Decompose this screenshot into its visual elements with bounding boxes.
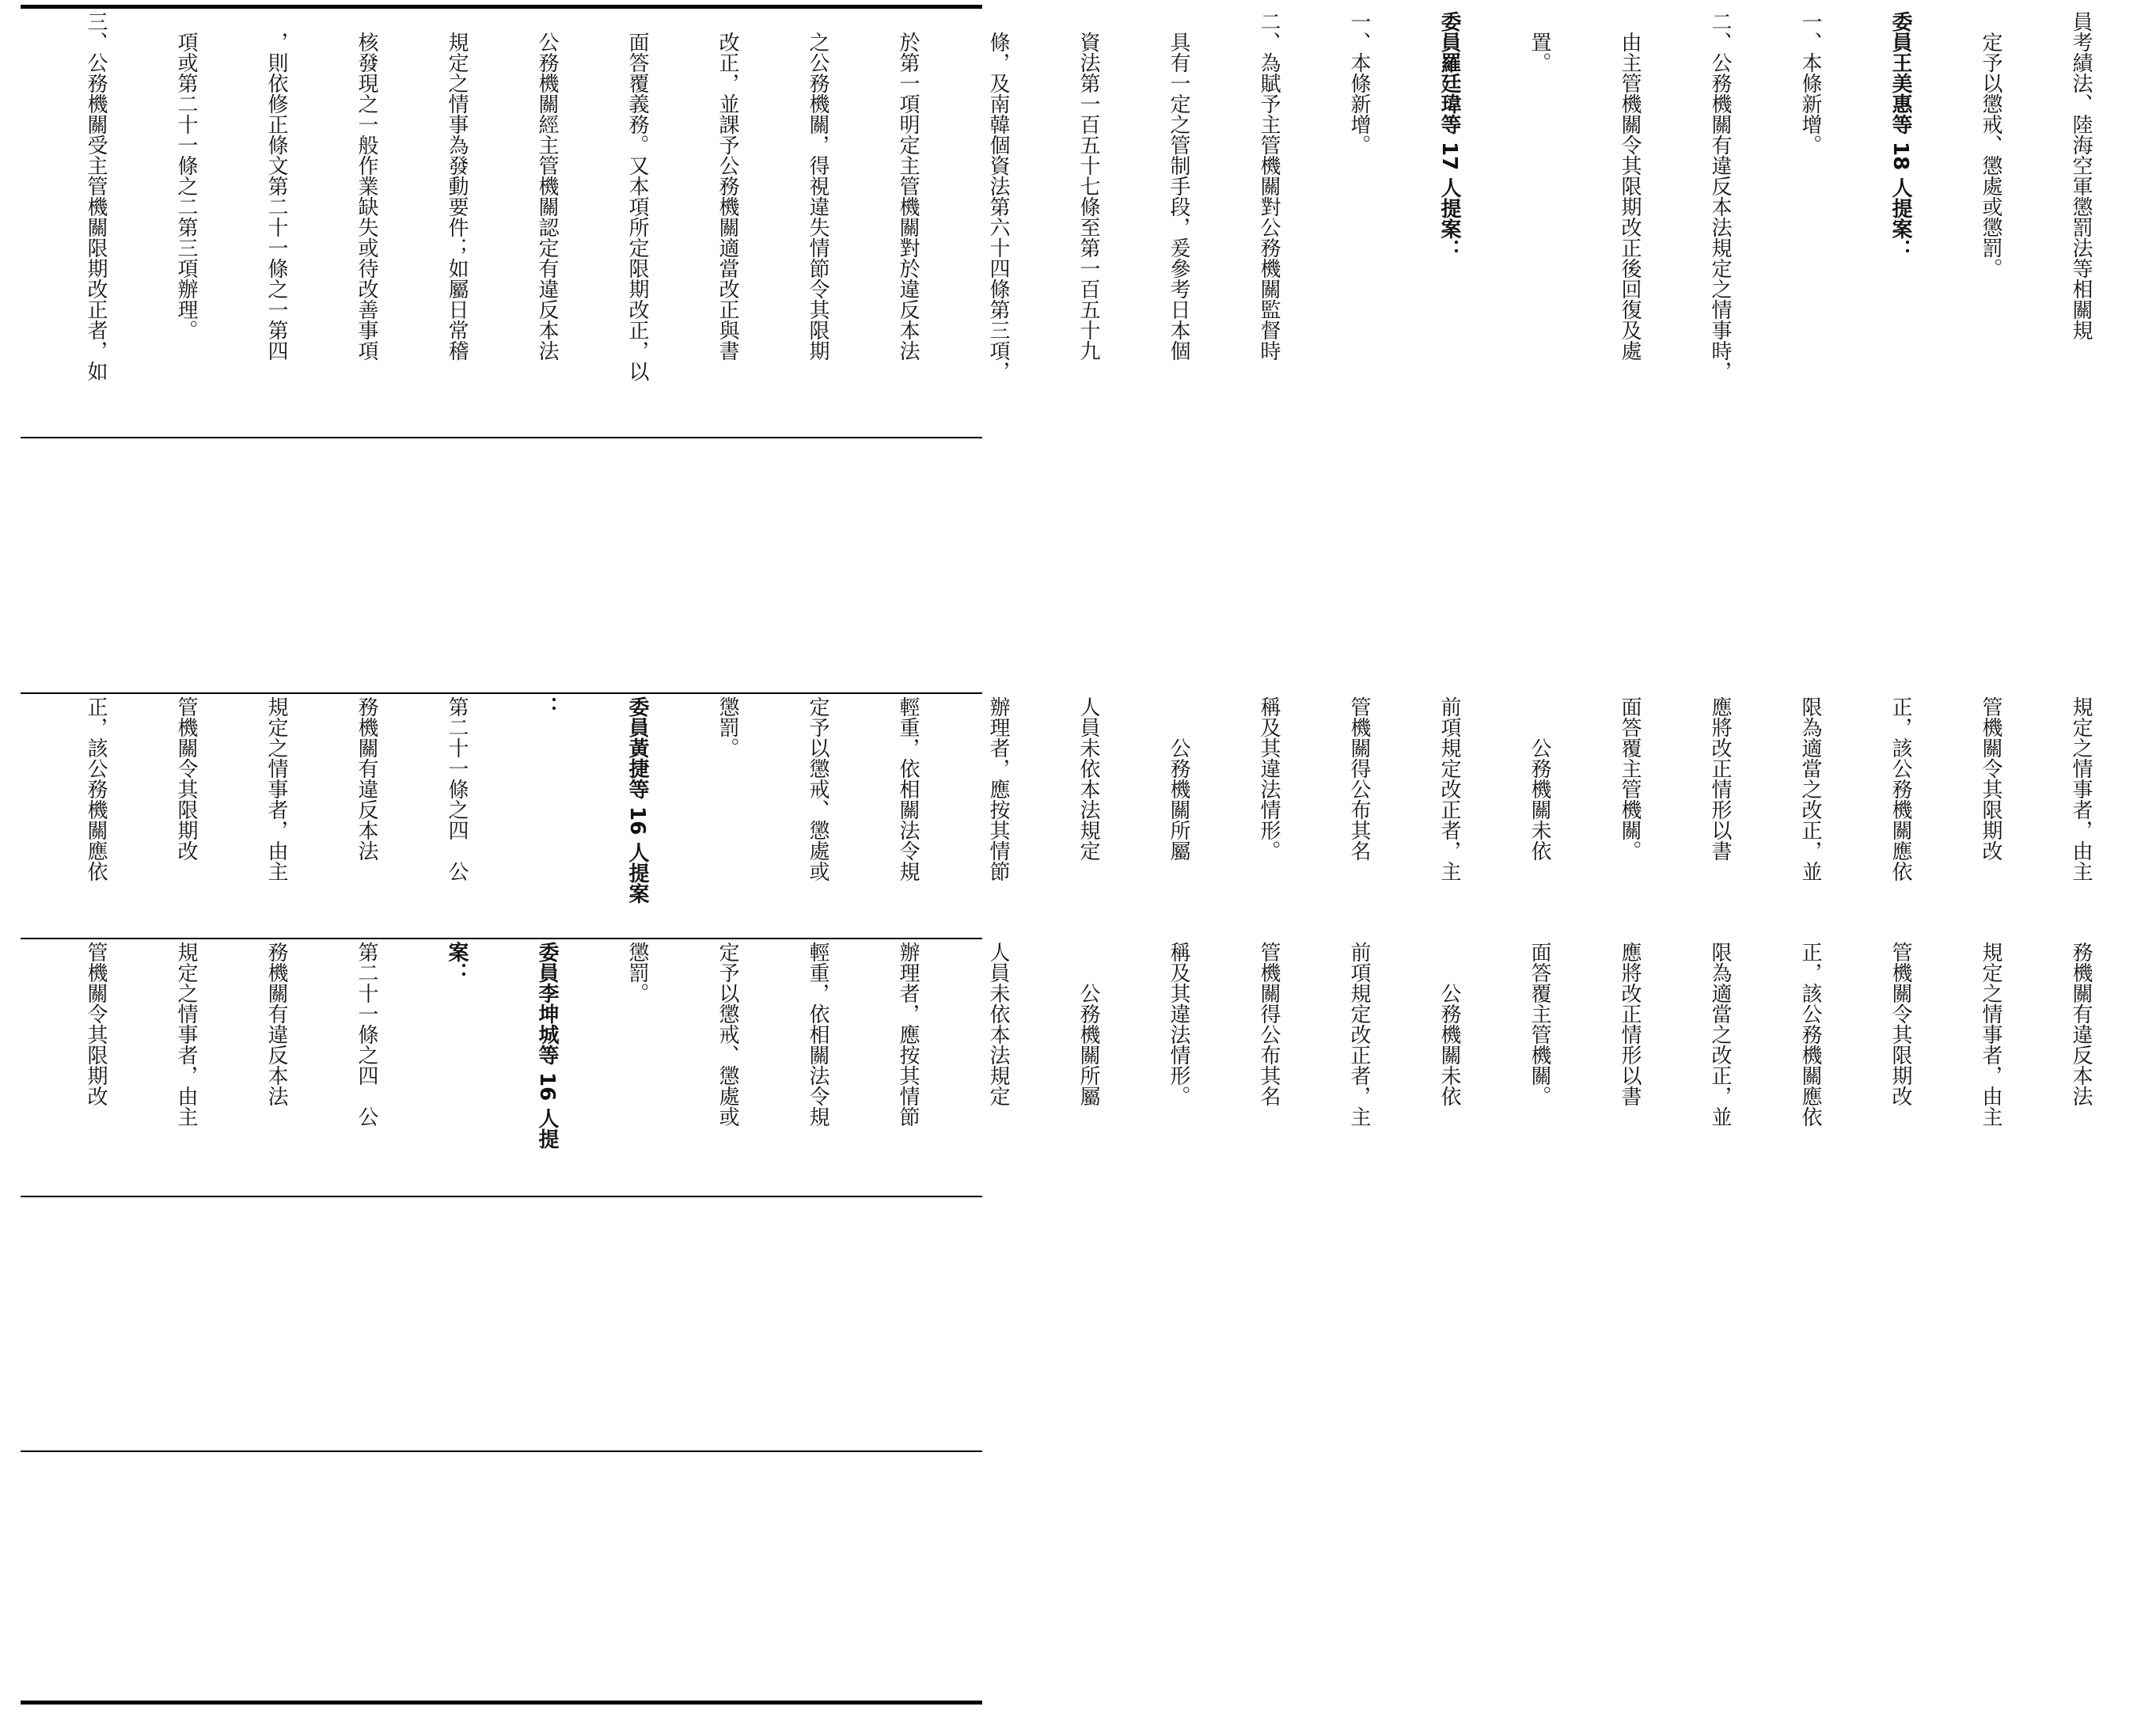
text-line: 定予以懲戒、懲處或	[806, 696, 829, 882]
text-line: ，則依修正條文第二十一條之一第四	[264, 11, 288, 361]
text-line: 懲罰。	[625, 942, 649, 1003]
text-line: 面答覆主管機關。	[1528, 942, 1551, 1106]
text-line: 第二十一條之四 公	[445, 696, 469, 882]
text-line: 三、公務機關受主管機關限期改正者，如	[84, 11, 108, 381]
text-line: 一、本條新增。	[1347, 11, 1371, 155]
text-line: 輕重，依相關法令規	[806, 942, 829, 1127]
text-line: 二、為賦予主管機關對公務機關監督時	[1257, 11, 1281, 361]
article-text-block-right	[21, 696, 2093, 935]
text-line: 定予以懲戒、懲處或懲罰。	[1979, 11, 2002, 279]
text-line: 辦理者，應按其情節	[896, 942, 920, 1127]
text-line: 管機關令其限期改	[1888, 942, 1912, 1106]
vertical-text	[21, 696, 2156, 935]
text-line: 定予以懲戒、懲處或	[716, 942, 739, 1127]
text-line: 稱及其違法情形。	[1257, 696, 1281, 861]
text-line: 應將改正情形以書	[1618, 942, 1642, 1106]
text-line: 之公務機關，得視違失情節令其限期	[806, 11, 829, 361]
text-line: 管機關得公布其名	[1257, 942, 1281, 1106]
text-line: 由主管機關令其限期改正後回復及處	[1618, 11, 1642, 361]
text-line: 一、本條新增。	[1798, 11, 1822, 155]
text-line: 人員未依本法規定	[986, 942, 1010, 1106]
text-line: 資法第一百五十七條至第一百五十九	[1076, 11, 1100, 361]
text-line: 人員未依本法規定	[1076, 696, 1100, 861]
text-line: 正，該公務機關應依	[1798, 942, 1822, 1127]
divider-rule	[21, 1196, 982, 1197]
divider-rule	[21, 692, 982, 694]
proposer-heading: 案：	[445, 942, 469, 983]
proposer-heading: ：	[535, 696, 559, 717]
text-line: 核發現之一般作業缺失或待改善事項	[355, 11, 378, 361]
divider-rule	[21, 437, 982, 438]
vertical-text	[21, 942, 2156, 1193]
proposer-heading: 委員黃捷等 16 人提案	[625, 696, 649, 904]
text-line: 公務機關未依	[1437, 942, 1461, 1106]
text-line: 正，該公務機關應依	[84, 696, 108, 882]
text-line: 規定之情事者，由主	[264, 696, 288, 882]
text-line: 置。	[1528, 11, 1551, 73]
text-line: 改正，並課予公務機關適當改正與書	[716, 11, 739, 361]
divider-rule	[21, 938, 982, 939]
text-line: 公務機關經主管機關認定有違反本法	[535, 11, 559, 361]
text-line: 管機關得公布其名	[1347, 696, 1371, 861]
text-line: 應將改正情形以書	[1708, 696, 1732, 861]
text-line: 限為適當之改正，並	[1708, 942, 1732, 1127]
text-line: 員考績法、陸海空軍懲罰法等相關規	[2069, 11, 2093, 340]
text-line: 限為適當之改正，並	[1798, 696, 1822, 882]
text-line: 輕重，依相關法令規	[896, 696, 920, 882]
text-line: 公務機關未依	[1528, 696, 1551, 861]
text-line: 前項規定改正者，主	[1437, 696, 1461, 882]
text-line: 二、公務機關有違反本法規定之情事時，	[1708, 11, 1732, 381]
text-line: 項或第二十一條之二第三項辦理。	[174, 11, 198, 340]
article-text-block-left	[21, 942, 2093, 1193]
explanation-text-block	[21, 11, 2093, 435]
text-line: 管機關令其限期改	[1979, 696, 2002, 861]
text-line: 規定之情事者，由主	[1979, 942, 2002, 1127]
top-rule	[21, 5, 982, 9]
text-line: 面答覆主管機關。	[1618, 696, 1642, 861]
text-line: 具有一定之管制手段，爰參考日本個	[1167, 11, 1190, 361]
text-line: 規定之情事者，由主	[2069, 696, 2093, 882]
text-line: 面答覆義務。又本項所定限期改正，以	[625, 11, 649, 381]
text-line: 條，及南韓個資法第六十四條第三項，	[986, 11, 1010, 381]
text-line: 正，該公務機關應依	[1888, 696, 1912, 882]
text-line: 公務機關所屬	[1076, 942, 1100, 1106]
proposer-heading: 委員王美惠等 18 人提案：	[1888, 11, 1912, 260]
text-line: 管機關令其限期改	[174, 696, 198, 861]
text-line: 第二十一條之四 公	[355, 942, 378, 1127]
text-line: 辦理者，應按其情節	[986, 696, 1010, 882]
bottom-rule	[21, 1701, 982, 1705]
divider-rule	[21, 1450, 982, 1452]
vertical-text	[21, 11, 2156, 435]
proposer-heading: 委員李坤城等 16 人提	[535, 942, 559, 1150]
text-line: 稱及其違法情形。	[1167, 942, 1190, 1106]
text-line: 務機關有違反本法	[355, 696, 378, 861]
text-line: 懲罰。	[716, 696, 739, 758]
text-line: 管機關令其限期改	[84, 942, 108, 1106]
text-line: 公務機關所屬	[1167, 696, 1190, 861]
text-line: 於第一項明定主管機關對於違反本法	[896, 11, 920, 361]
text-line: 規定之情事者，由主	[174, 942, 198, 1127]
text-line: 務機關有違反本法	[264, 942, 288, 1106]
text-line: 務機關有違反本法	[2069, 942, 2093, 1106]
text-line: 規定之情事為發動要件；如屬日常稽	[445, 11, 469, 361]
proposer-heading: 委員羅廷瑋等 17 人提案：	[1437, 11, 1461, 260]
text-line: 前項規定改正者，主	[1347, 942, 1371, 1127]
